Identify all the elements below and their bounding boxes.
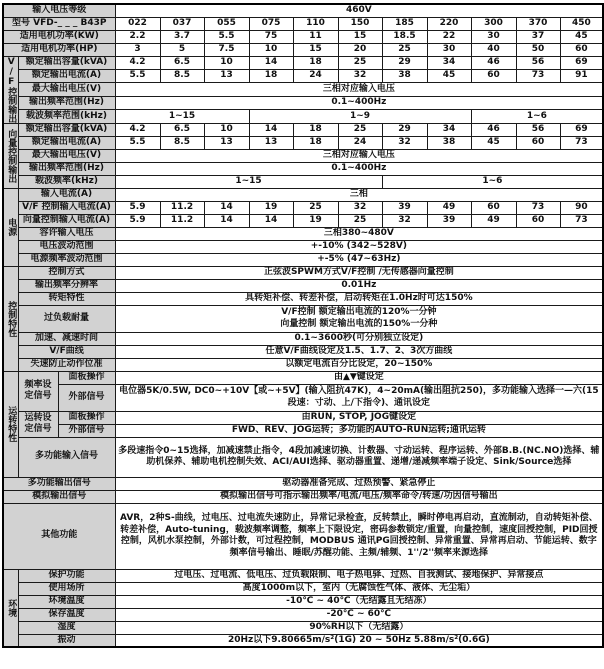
spec-sublabel: 面板操作 bbox=[58, 371, 115, 384]
section-label-vector-output: 向量控制输出 bbox=[3, 123, 18, 188]
row-protection bbox=[3, 569, 603, 582]
spec-value: +-10% (342~528V) bbox=[115, 240, 603, 253]
spec-value: 1~6 bbox=[382, 175, 603, 188]
spec-value-cell: 5.5 bbox=[115, 70, 160, 83]
spec-value: 90%RH以下（无结露） bbox=[115, 621, 603, 634]
spec-value-cell: 13 bbox=[249, 136, 293, 149]
spec-value-cell: 46 bbox=[471, 56, 516, 69]
spec-label: 输入电流(A) bbox=[18, 188, 115, 201]
row-motor-kw bbox=[3, 30, 603, 43]
spec-value: 0.1~400Hz bbox=[115, 96, 603, 109]
spec-value-cell: 8.5 bbox=[160, 70, 204, 83]
spec-value: 1~15 bbox=[115, 175, 382, 188]
spec-value-cell: 370 bbox=[516, 17, 560, 30]
spec-label: 载波频率范围(kHz) bbox=[18, 110, 115, 123]
spec-label: 输出频率范围(Hz) bbox=[18, 162, 115, 175]
spec-value-cell: 56 bbox=[516, 56, 560, 69]
spec-value-cell: 3 bbox=[115, 43, 160, 56]
row-freq-external bbox=[3, 384, 603, 411]
spec-value-cell: 14 bbox=[204, 201, 249, 214]
row-control-method bbox=[3, 266, 603, 279]
spec-label: 载波频率(kHz) bbox=[18, 175, 115, 188]
spec-value-cell: 18 bbox=[293, 136, 338, 149]
spec-value-cell: 32 bbox=[338, 201, 382, 214]
spec-sublabel: 外部信号 bbox=[58, 384, 115, 411]
spec-value: -20℃ ~ 60℃ bbox=[115, 608, 603, 621]
spec-value-cell: 25 bbox=[293, 201, 338, 214]
row-stall-prevention bbox=[3, 358, 603, 371]
spec-value-cell: 73 bbox=[516, 70, 560, 83]
spec-value-cell: 40 bbox=[471, 43, 516, 56]
spec-value-cell: 60 bbox=[560, 43, 603, 56]
spec-value-cell: 49 bbox=[471, 214, 516, 227]
row-freq-tolerance bbox=[3, 253, 603, 266]
spec-value-cell: 90 bbox=[560, 201, 603, 214]
spec-value-cell: 91 bbox=[560, 70, 603, 83]
spec-value-cell: 38 bbox=[382, 70, 427, 83]
spec-label: 频率设定信号 bbox=[18, 371, 58, 411]
row-storage-temp bbox=[3, 608, 603, 621]
spec-label: 输出频率分辨率 bbox=[18, 279, 115, 292]
spec-value-cell: 037 bbox=[160, 17, 204, 30]
row-vibration bbox=[3, 634, 603, 647]
row-vec-max-voltage bbox=[3, 149, 603, 162]
spec-value: 任意V/F曲线设定及1.5、1.7、2、3次方曲线 bbox=[115, 345, 603, 358]
spec-value-cell: 5.9 bbox=[115, 201, 160, 214]
spec-value: 多段速指令0~15选择，加减速禁止指令，4段加减速切换、计数器、寸动运转、程序运转、外部B.B.(NC.NO)选择、辅助机保养、辅助电机控制失效、ACI/AUI选择、驱动器重置、递增/递减频率端子设定、Sink/Source选择 bbox=[115, 437, 603, 477]
spec-value-cell: 18 bbox=[293, 56, 338, 69]
spec-value-cell: 25 bbox=[338, 56, 382, 69]
spec-value-cell: 30 bbox=[427, 43, 471, 56]
spec-value-cell: 450 bbox=[560, 17, 603, 30]
spec-value: 20Hz以下9.80665m/s²(1G) 20 ~ 50Hz 5.88m/s²(0.6G) bbox=[115, 634, 603, 647]
spec-value-cell: 75 bbox=[249, 30, 293, 43]
spec-value-cell: 25 bbox=[382, 43, 427, 56]
spec-label: 输出频率范围(Hz) bbox=[18, 96, 115, 109]
spec-value: 0.1~400Hz bbox=[115, 162, 603, 175]
row-vf-carrier bbox=[3, 110, 603, 123]
spec-value: 三相对应输入电压 bbox=[115, 149, 603, 162]
row-vec-capacity bbox=[3, 123, 603, 136]
spec-value: 高度1000m以下，室内（无腐蚀性气体、液体、无尘垢） bbox=[115, 582, 603, 595]
spec-label: 最大输出电压(V) bbox=[18, 149, 115, 162]
spec-value-cell: 49 bbox=[427, 201, 471, 214]
spec-label: 容许输入电压 bbox=[18, 227, 115, 240]
spec-value-cell: 055 bbox=[204, 17, 249, 30]
spec-value-cell: 22 bbox=[427, 30, 471, 43]
row-input-voltage-class bbox=[3, 4, 603, 17]
section-label-environment: 环境 bbox=[3, 569, 18, 647]
spec-value-cell: 5 bbox=[160, 43, 204, 56]
spec-label: 多功能输入信号 bbox=[18, 437, 115, 477]
spec-value-cell: 13 bbox=[204, 70, 249, 83]
spec-value-cell: 24 bbox=[338, 136, 382, 149]
spec-sublabel: 面板操作 bbox=[58, 411, 115, 424]
spec-value-cell: 73 bbox=[516, 201, 560, 214]
row-analog-output bbox=[3, 490, 603, 503]
spec-value-cell: 4.2 bbox=[115, 123, 160, 136]
spec-value-cell: 25 bbox=[338, 214, 382, 227]
spec-label: 额定输出容量(kVA) bbox=[18, 56, 115, 69]
spec-value-cell: 39 bbox=[382, 201, 427, 214]
spec-value-cell: 14 bbox=[204, 214, 249, 227]
spec-value-cell: 24 bbox=[293, 70, 338, 83]
spec-value-cell: 300 bbox=[471, 17, 516, 30]
spec-value-cell: 2.2 bbox=[115, 30, 160, 43]
row-overload bbox=[3, 305, 603, 332]
spec-value-cell: 45 bbox=[560, 30, 603, 43]
spec-value-cell: 6.5 bbox=[160, 56, 204, 69]
spec-label: 使用场所 bbox=[18, 582, 115, 595]
spec-value-cell: 34 bbox=[427, 56, 471, 69]
spec-value: 1~15 bbox=[115, 110, 249, 123]
spec-value-cell: 69 bbox=[560, 56, 603, 69]
spec-value: +-5% (47~63Hz) bbox=[115, 253, 603, 266]
row-vf-curve bbox=[3, 345, 603, 358]
spec-value-cell: 37 bbox=[516, 30, 560, 43]
spec-value-cell: 075 bbox=[249, 17, 293, 30]
spec-value-cell: 10 bbox=[204, 56, 249, 69]
row-other-functions bbox=[3, 503, 603, 569]
spec-value-cell: 13 bbox=[204, 136, 249, 149]
spec-label: 最大输出电压(V) bbox=[18, 83, 115, 96]
spec-value-cell: 11.2 bbox=[160, 214, 204, 227]
section-label-vf-output: V/F控制输出 bbox=[3, 56, 18, 123]
spec-value-cell: 19 bbox=[249, 201, 293, 214]
spec-value-cell: 15 bbox=[293, 43, 338, 56]
overload-vector-line: 向量控制 额定输出电流的150%一分种 bbox=[280, 318, 438, 329]
spec-label: 环境温度 bbox=[18, 595, 115, 608]
row-vf-max-voltage bbox=[3, 83, 603, 96]
spec-value-cell: 5.9 bbox=[115, 214, 160, 227]
row-torque bbox=[3, 292, 603, 305]
section-label-operation: 运转特性 bbox=[3, 371, 18, 477]
spec-value-cell: 14 bbox=[249, 56, 293, 69]
spec-value-cell: 15 bbox=[338, 30, 382, 43]
spec-sublabel: 外部信号 bbox=[58, 424, 115, 437]
spec-value-cell: 022 bbox=[115, 17, 160, 30]
spec-value: 1~9 bbox=[249, 110, 471, 123]
spec-value-cell: 19 bbox=[293, 214, 338, 227]
spec-value: 三相380~480V bbox=[115, 227, 603, 240]
spec-value-cell: 45 bbox=[427, 70, 471, 83]
spec-label: 加速、减速时间 bbox=[18, 332, 115, 345]
row-vec-freq-range bbox=[3, 162, 603, 175]
row-input-current bbox=[3, 188, 603, 201]
spec-value-cell: 29 bbox=[382, 56, 427, 69]
spec-label: 其他功能 bbox=[3, 503, 115, 569]
spec-label: 电压波动范围 bbox=[18, 240, 115, 253]
spec-label: 额定输出容量(kVA) bbox=[18, 123, 115, 136]
spec-value-cell: 14 bbox=[249, 123, 293, 136]
section-label-control: 控制特性 bbox=[3, 266, 18, 371]
spec-value: 以额定电流百分比设定，20~150% bbox=[115, 358, 603, 371]
spec-value-cell: 14 bbox=[249, 214, 293, 227]
spec-value-cell: 8.5 bbox=[160, 136, 204, 149]
row-usage-place bbox=[3, 582, 603, 595]
spec-value: 0.1~3600秒(可分别独立设定) bbox=[115, 332, 603, 345]
spec-value-cell: 50 bbox=[516, 43, 560, 56]
spec-value-cell: 4.2 bbox=[115, 56, 160, 69]
spec-value-cell: 18 bbox=[293, 123, 338, 136]
spec-value-cell: 10 bbox=[249, 43, 293, 56]
spec-value: FWD、REV、JOG运转；多功能的AUTO-RUN运转;通讯运转 bbox=[115, 424, 603, 437]
row-vf-freq-range bbox=[3, 96, 603, 109]
row-run-external bbox=[3, 424, 603, 437]
spec-value-cell: 39 bbox=[427, 214, 471, 227]
spec-value: 0.01Hz bbox=[115, 279, 603, 292]
overload-vf-line: V/F控制 额定输出电流的120%一分钟 bbox=[281, 307, 437, 317]
spec-value: 正弦波SPWM方式V/F控制 /无传感器向量控制 bbox=[115, 266, 603, 279]
spec-label: 转矩特性 bbox=[18, 292, 115, 305]
spec-value-cell: 220 bbox=[427, 17, 471, 30]
spec-value: 电位器5K/0.5W, DC0~+10V【或~+5V】(输入阻抗47K)，4~20mA(输出阻抗250)，多功能输入选择一—六(15段速：寸动、上/下指令)、通讯设定 bbox=[115, 384, 603, 411]
spec-value: 三相 bbox=[115, 188, 603, 201]
spec-value-cell: 20 bbox=[338, 43, 382, 56]
spec-label: 保存温度 bbox=[18, 608, 115, 621]
spec-value-cell: 56 bbox=[516, 123, 560, 136]
row-vf-capacity bbox=[3, 56, 603, 69]
row-run-panel bbox=[3, 411, 603, 424]
spec-value: 由▲▼键设定 bbox=[115, 371, 603, 384]
spec-value-cell: 46 bbox=[471, 123, 516, 136]
row-humidity bbox=[3, 621, 603, 634]
spec-value-cell: 185 bbox=[382, 17, 427, 30]
row-freq-resolution bbox=[3, 279, 603, 292]
spec-value-cell: 32 bbox=[382, 136, 427, 149]
spec-value: 由RUN, STOP, JOG键设定 bbox=[115, 411, 603, 424]
spec-value: 过电压、过电流、低电压、过负载限制、电子热电驿、过热、自我测试、接地保护、异常接点 bbox=[115, 569, 603, 582]
row-multi-input bbox=[3, 437, 603, 477]
row-vec-carrier bbox=[3, 175, 603, 188]
spec-value-cell: 6.5 bbox=[160, 123, 204, 136]
spec-value-cell: 5.5 bbox=[204, 30, 249, 43]
spec-value-cell: 38 bbox=[427, 136, 471, 149]
spec-value: 1~6 bbox=[471, 110, 603, 123]
spec-value-cell: 60 bbox=[471, 70, 516, 83]
spec-value-cell: 30 bbox=[471, 30, 516, 43]
spec-label: 输入电压等级 bbox=[3, 4, 115, 17]
spec-value: -10℃ ~ 40℃（无结露且无结冻） bbox=[115, 595, 603, 608]
row-vf-current bbox=[3, 70, 603, 83]
spec-label: 保护功能 bbox=[18, 569, 115, 582]
spec-value-cell: 29 bbox=[382, 123, 427, 136]
spec-label: 过负载耐量 bbox=[18, 305, 115, 332]
spec-value: 460V bbox=[115, 4, 603, 17]
row-voltage-tolerance bbox=[3, 240, 603, 253]
spec-value-cell: 11 bbox=[293, 30, 338, 43]
spec-value-cell: 3.7 bbox=[160, 30, 204, 43]
section-label-power: 电源 bbox=[3, 188, 18, 266]
spec-value: 驱动器准备完成、过热预警、紧急停止 bbox=[115, 477, 603, 490]
spec-label: 适用电机功率(KW) bbox=[3, 30, 115, 43]
spec-value-cell: 110 bbox=[293, 17, 338, 30]
spec-value-cell: 60 bbox=[516, 214, 560, 227]
spec-value-cell: 150 bbox=[338, 17, 382, 30]
spec-label: 额定输出电流(A) bbox=[18, 70, 115, 83]
spec-label: 适用电机功率(HP) bbox=[3, 43, 115, 56]
spec-label: 湿度 bbox=[18, 621, 115, 634]
row-vf-input-current bbox=[3, 201, 603, 214]
row-model bbox=[3, 17, 603, 30]
spec-label: 多功能输出信号 bbox=[3, 477, 115, 490]
spec-label: 运转设定信号 bbox=[18, 411, 58, 437]
spec-value-cell: 32 bbox=[382, 214, 427, 227]
row-vec-current bbox=[3, 136, 603, 149]
spec-value-cell: 32 bbox=[338, 70, 382, 83]
spec-label: 型号 VFD-_ _ _ B43P bbox=[3, 17, 115, 30]
spec-value-cell: 18 bbox=[249, 70, 293, 83]
spec-label: 振动 bbox=[18, 634, 115, 647]
spec-table bbox=[2, 3, 604, 648]
spec-value-cell: 7.5 bbox=[204, 43, 249, 56]
spec-label: V/F 控制输入电流(A) bbox=[18, 201, 115, 214]
spec-value bbox=[115, 305, 603, 332]
spec-value-cell: 73 bbox=[560, 136, 603, 149]
spec-label: 额定输出电流(A) bbox=[18, 136, 115, 149]
spec-value: 模拟输出信号可指示输出频率/电流/电压/频率命令/转速/功因信号输出 bbox=[115, 490, 603, 503]
spec-value-cell: 60 bbox=[471, 201, 516, 214]
spec-value: AVR，2种S-曲线，过电压、过电流失速防止，异常记录检查，反转禁止，瞬时停电再启动，直流制动，自动转矩补偿、转差补偿，Auto-tuning，载波频率调整，频率上下限设定，密码参数锁定/重置，向量控制，速度回授控制，PID回授控制，风机水泵控制，外部计数，可过程控制，MODBUS 通讯PG回授控制、异常重置、异常再启动、节能运转、数字频率信号输出、睡眠/苏醒功能、主频/辅频、1''/2''频率来源选择 bbox=[115, 503, 603, 569]
spec-value-cell: 45 bbox=[471, 136, 516, 149]
row-motor-hp bbox=[3, 43, 603, 56]
spec-value-cell: 60 bbox=[516, 136, 560, 149]
spec-value-cell: 73 bbox=[560, 214, 603, 227]
spec-label: 失速防止动作位准 bbox=[18, 358, 115, 371]
row-freq-panel bbox=[3, 371, 603, 384]
spec-label: V/F曲线 bbox=[18, 345, 115, 358]
spec-value-cell: 25 bbox=[338, 123, 382, 136]
spec-label: 向量控制输入电流(A) bbox=[18, 214, 115, 227]
spec-value-cell: 69 bbox=[560, 123, 603, 136]
row-allow-voltage bbox=[3, 227, 603, 240]
spec-value-cell: 10 bbox=[204, 123, 249, 136]
row-ambient-temp bbox=[3, 595, 603, 608]
spec-label: 模拟输出信号 bbox=[3, 490, 115, 503]
row-accel-decel bbox=[3, 332, 603, 345]
spec-value-cell: 18.5 bbox=[382, 30, 427, 43]
spec-value-cell: 34 bbox=[427, 123, 471, 136]
spec-value-cell: 5.5 bbox=[115, 136, 160, 149]
spec-value: 三相对应输入电压 bbox=[115, 83, 603, 96]
spec-value-cell: 11.2 bbox=[160, 201, 204, 214]
spec-value: 具转矩补偿、转差补偿，启动转矩在1.0Hz时可达150% bbox=[115, 292, 603, 305]
spec-label: 控制方式 bbox=[18, 266, 115, 279]
row-vec-input-current bbox=[3, 214, 603, 227]
row-multi-output bbox=[3, 477, 603, 490]
spec-label: 电源频率波动范围 bbox=[18, 253, 115, 266]
